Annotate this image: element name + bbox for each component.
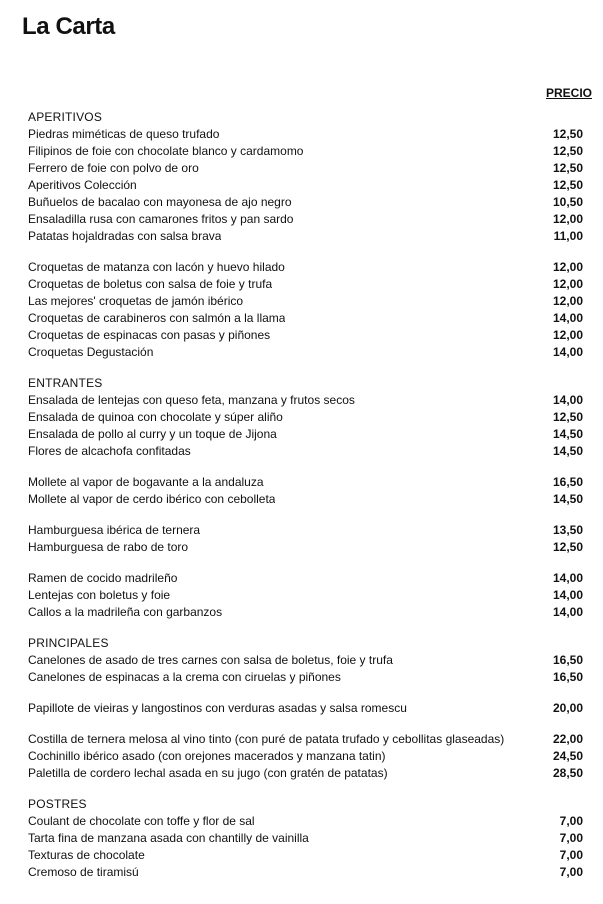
menu-item-row bbox=[28, 587, 583, 604]
menu-item-price: 14,50 bbox=[552, 427, 583, 441]
menu-group bbox=[28, 731, 583, 782]
menu-item-name: Croquetas de boletus con salsa de foie y trufa bbox=[28, 277, 273, 291]
menu-item-price: 12,00 bbox=[552, 260, 583, 274]
menu-item-price: 12,50 bbox=[552, 161, 583, 175]
menu-item-price: 12,50 bbox=[552, 410, 583, 424]
menu-item-name: Texturas de chocolate bbox=[28, 848, 145, 862]
menu-item-price: 12,00 bbox=[552, 328, 583, 342]
menu-item-row bbox=[28, 474, 583, 491]
menu-item-name: Aperitivos Colección bbox=[28, 178, 137, 192]
menu-item-row bbox=[28, 847, 583, 864]
menu-item-row bbox=[28, 310, 583, 327]
section-header: PRINCIPALES bbox=[28, 636, 109, 650]
section-header: ENTRANTES bbox=[28, 376, 103, 390]
menu-group bbox=[28, 392, 583, 460]
menu-item-name: Patatas hojaldradas con salsa brava bbox=[28, 229, 222, 243]
menu-item-row bbox=[28, 194, 583, 211]
menu-item-name: Croquetas Degustación bbox=[28, 345, 154, 359]
menu-item-row bbox=[28, 731, 583, 748]
menu-item-row bbox=[28, 813, 583, 830]
menu-item-row bbox=[28, 426, 583, 443]
menu-item-row bbox=[28, 160, 583, 177]
menu-item-price: 7,00 bbox=[559, 831, 583, 845]
menu-group bbox=[28, 259, 583, 361]
menu-item-name: Ensalada de lentejas con queso feta, manzana y frutos secos bbox=[28, 393, 355, 407]
menu-group bbox=[28, 813, 583, 881]
menu-item-price: 14,00 bbox=[552, 605, 583, 619]
menu-item-name: Coulant de chocolate con toffe y flor de sal bbox=[28, 814, 255, 828]
menu-item-name: Tarta fina de manzana asada con chantilly de vainilla bbox=[28, 831, 309, 845]
menu-item-price: 14,00 bbox=[552, 588, 583, 602]
menu-item-price: 14,00 bbox=[552, 345, 583, 359]
menu-item-price: 20,00 bbox=[552, 701, 583, 715]
menu-list bbox=[28, 109, 583, 881]
price-column-header: PRECIO bbox=[545, 86, 592, 100]
menu-item-price: 12,50 bbox=[552, 178, 583, 192]
menu-item-row bbox=[28, 830, 583, 847]
menu-item-row bbox=[28, 443, 583, 460]
menu-item-name: Filipinos de foie con chocolate blanco y cardamomo bbox=[28, 144, 304, 158]
menu-item-price: 12,50 bbox=[552, 540, 583, 554]
menu-item-row bbox=[28, 293, 583, 310]
menu-item-name: Ensalada de quinoa con chocolate y súper aliño bbox=[28, 410, 283, 424]
menu-group bbox=[28, 570, 583, 621]
menu-section-entrantes bbox=[28, 375, 583, 621]
menu-item-name: Cochinillo ibérico asado (con orejones macerados y manzana tatin) bbox=[28, 749, 386, 763]
menu-item-price: 12,50 bbox=[552, 127, 583, 141]
menu-group bbox=[28, 700, 583, 717]
menu-item-price: 14,50 bbox=[552, 444, 583, 458]
menu-item-name: Ensalada de pollo al curry y un toque de Jijona bbox=[28, 427, 277, 441]
menu-item-name: Canelones de espinacas a la crema con ciruelas y piñones bbox=[28, 670, 341, 684]
menu-item-name: Croquetas de espinacas con pasas y piñones bbox=[28, 328, 271, 342]
menu-item-price: 14,00 bbox=[552, 571, 583, 585]
menu-item-row bbox=[28, 604, 583, 621]
menu-group bbox=[28, 652, 583, 686]
menu-item-row bbox=[28, 491, 583, 508]
menu-item-price: 13,50 bbox=[552, 523, 583, 537]
menu-item-name: Cremoso de tiramisú bbox=[28, 865, 139, 879]
menu-item-row bbox=[28, 409, 583, 426]
menu-item-row bbox=[28, 259, 583, 276]
menu-item-name: Buñuelos de bacalao con mayonesa de ajo negro bbox=[28, 195, 292, 209]
section-header: APERITIVOS bbox=[28, 110, 103, 124]
menu-item-name: Paletilla de cordero lechal asada en su jugo (con gratén de patatas) bbox=[28, 766, 388, 780]
menu-item-row bbox=[28, 700, 583, 717]
menu-item-price: 11,00 bbox=[553, 229, 583, 243]
menu-item-row bbox=[28, 211, 583, 228]
menu-item-row bbox=[28, 327, 583, 344]
menu-item-price: 14,50 bbox=[552, 492, 583, 506]
menu-item-row bbox=[28, 126, 583, 143]
menu-item-name: Croquetas de carabineros con salmón a la llama bbox=[28, 311, 286, 325]
menu-item-row bbox=[28, 143, 583, 160]
menu-item-name: Lentejas con boletus y foie bbox=[28, 588, 171, 602]
menu-item-name: Croquetas de matanza con lacón y huevo hilado bbox=[28, 260, 285, 274]
menu-item-row bbox=[28, 765, 583, 782]
menu-item-price: 16,50 bbox=[552, 670, 583, 684]
menu-item-name: Costilla de ternera melosa al vino tinto (con puré de patata trufado y cebollitas glaseadas) bbox=[28, 732, 505, 746]
menu-item-row bbox=[28, 669, 583, 686]
menu-group bbox=[28, 522, 583, 556]
menu-item-price: 12,00 bbox=[552, 277, 583, 291]
menu-item-price: 12,00 bbox=[552, 212, 583, 226]
menu-item-name: Ramen de cocido madrileño bbox=[28, 571, 178, 585]
menu-item-price: 10,50 bbox=[552, 195, 583, 209]
menu-item-name: Ferrero de foie con polvo de oro bbox=[28, 161, 199, 175]
menu-item-price: 7,00 bbox=[559, 848, 583, 862]
menu-section-principales bbox=[28, 635, 583, 782]
menu-item-name: Flores de alcachofa confitadas bbox=[28, 444, 191, 458]
menu-item-price: 14,00 bbox=[552, 393, 583, 407]
menu-section-aperitivos bbox=[28, 109, 583, 361]
menu-item-name: Mollete al vapor de cerdo ibérico con cebolleta bbox=[28, 492, 276, 506]
menu-item-row bbox=[28, 177, 583, 194]
menu-item-name: Mollete al vapor de bogavante a la andaluza bbox=[28, 475, 264, 489]
menu-item-price: 7,00 bbox=[559, 814, 583, 828]
menu-item-price: 28,50 bbox=[552, 766, 583, 780]
menu-item-row bbox=[28, 276, 583, 293]
menu-item-row bbox=[28, 539, 583, 556]
menu-item-price: 16,50 bbox=[552, 475, 583, 489]
menu-item-row bbox=[28, 228, 583, 245]
menu-item-row bbox=[28, 522, 583, 539]
menu-group bbox=[28, 474, 583, 508]
menu-item-row bbox=[28, 748, 583, 765]
menu-item-price: 14,00 bbox=[552, 311, 583, 325]
menu-section-postres bbox=[28, 796, 583, 881]
menu-item-price: 16,50 bbox=[552, 653, 583, 667]
menu-item-price: 7,00 bbox=[559, 865, 583, 879]
menu-item-row bbox=[28, 344, 583, 361]
menu-item-name: Canelones de asado de tres carnes con salsa de boletus, foie y trufa bbox=[28, 653, 393, 667]
menu-item-row bbox=[28, 864, 583, 881]
menu-item-row bbox=[28, 392, 583, 409]
menu-group bbox=[28, 126, 583, 245]
menu-item-name: Hamburguesa de rabo de toro bbox=[28, 540, 189, 554]
menu-item-price: 12,00 bbox=[552, 294, 583, 308]
section-header: POSTRES bbox=[28, 797, 87, 811]
menu-item-row bbox=[28, 652, 583, 669]
menu-item-price: 24,50 bbox=[552, 749, 583, 763]
menu-item-name: Hamburguesa ibérica de ternera bbox=[28, 523, 201, 537]
menu-item-name: Callos a la madrileña con garbanzos bbox=[28, 605, 223, 619]
menu-item-name: Ensaladilla rusa con camarones fritos y pan sardo bbox=[28, 212, 294, 226]
menu-item-price: 22,00 bbox=[552, 732, 583, 746]
menu-item-name: Las mejores' croquetas de jamón ibérico bbox=[28, 294, 244, 308]
page-title: La Carta bbox=[22, 13, 115, 40]
menu-item-name: Papillote de vieiras y langostinos con verduras asadas y salsa romescu bbox=[28, 701, 407, 715]
menu-item-name: Piedras miméticas de queso trufado bbox=[28, 127, 220, 141]
menu-item-row bbox=[28, 570, 583, 587]
menu-item-price: 12,50 bbox=[552, 144, 583, 158]
